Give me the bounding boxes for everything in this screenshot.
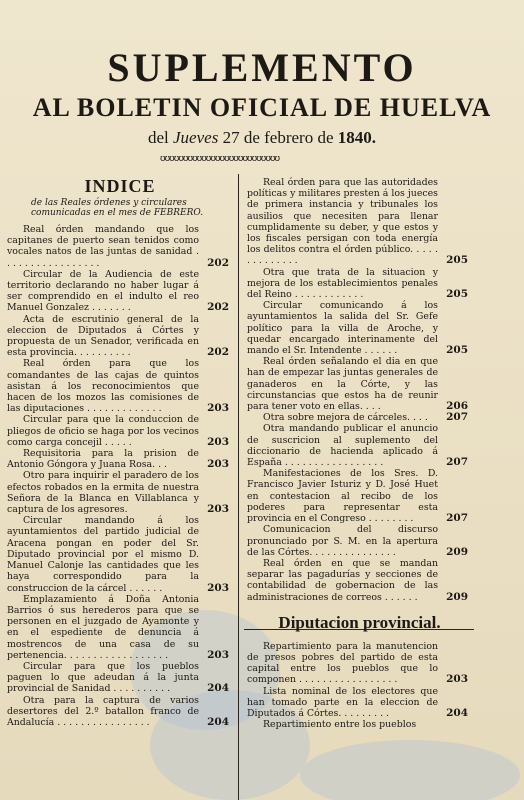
entry-text: Circular para que los pueblos paguen lo que adeudan á la junta provincial de Sanidad . . . . . . . . . .: [7, 660, 199, 695]
index-entry: [247, 423, 472, 468]
index-entry: [7, 269, 233, 314]
entry-page-number: 203: [207, 581, 229, 594]
entry-page-number: 203: [207, 435, 229, 448]
entry-page-number: 203: [207, 503, 229, 516]
entry-page-number: 204: [207, 715, 229, 728]
index-entry: [7, 224, 233, 269]
entry-text: Real órden mandando que los capitanes de puerto sean tenidos como vocales natos de las juntas de sanidad . . . . . . . . . . . . . . . . .: [7, 224, 199, 269]
entry-page-number: 202: [207, 301, 229, 314]
entry-page-number: 205: [446, 288, 468, 301]
index-entry: [247, 468, 472, 524]
entry-page-number: 206: [446, 400, 468, 413]
index-entry: [7, 695, 233, 729]
entry-page-number: 204: [207, 682, 229, 695]
index-entries-left: [7, 224, 233, 728]
entry-text: Otra sobre mejora de cárceles. . . .: [263, 412, 428, 424]
water-stain: [300, 740, 520, 800]
index-entry: [247, 641, 472, 686]
entry-text: Circular para que la conduccion de pliegos de oficio se haga por los vecinos como carga concejil . . . . .: [7, 414, 199, 448]
masthead-subtitle: AL BOLETIN OFICIAL DE HUELVA: [32, 93, 492, 122]
entry-text: Real órden para que los comandantes de las cajas de quintos asistan á los reconocimientos que hacen de los mozos las comisiones de las diputaciones . . . . . . . . . . . . .: [7, 358, 199, 415]
index-entry: [7, 470, 233, 515]
index-entry: [7, 515, 233, 593]
entry-text: Otra que trata de la situacion y mejora de los establecimientos penales del Reino . . . . . . . . . . . .: [247, 266, 438, 301]
index-entry: [247, 719, 472, 730]
entry-page-number: 202: [207, 346, 229, 359]
entry-text: Real órden señalando el dia en que han de empezar las juntas generales de ganaderos en la Córte, y las circunstancias que estos ha de reunir para tener voto en ellas. . . .: [247, 356, 438, 413]
entry-text: Lista nominal de los electores que han tomado parte en la eleccion de Diputados á Córtes. . . . . . . . .: [247, 685, 438, 719]
entry-page-number: 202: [207, 256, 229, 269]
entry-text: Acta de escrutinio general de la eleccion de Diputados á Córtes y propuesta de un Senador, verificada en esta provincia. . . . . . . . . .: [7, 313, 199, 359]
index-entry: [247, 412, 472, 423]
index-column-right: [247, 177, 472, 730]
ornament-rule: ʊʊʊʊʊʊʊʊʊʊʊʊʊʊʊʊʊʊʊʊʊʊʊʊʊʊ: [160, 154, 280, 164]
entry-page-number: 209: [446, 590, 468, 603]
entry-page-number: 205: [446, 344, 468, 357]
diputacion-heading: Diputacion provincial.: [278, 612, 441, 632]
entry-text: Real órden para que las autoridades políticas y militares presten á los jueces de primera instancia y tribunales los ausilios que necesiten para llenar cumplidamente su deber, y que estos y los fiscales persigan con toda energía los delitos contra el órden público. . . . . . . . . . . . . .: [247, 177, 438, 267]
index-entry: [247, 300, 472, 356]
entry-text: Repartimiento para la manutencion de presos pobres del partido de esta capital entre los pueblos que lo componen . . . . . . . . . . . . . . . . .: [247, 640, 438, 686]
entry-page-number: 207: [446, 456, 468, 469]
entry-text: Comunicacion del discurso pronunciado por S. M. en la apertura de las Córtes. . . . . . . . . . . . . . .: [247, 524, 438, 558]
entry-text: Requisitoria para la prision de Antonio Góngora y Juana Rosa. . .: [7, 448, 199, 471]
entry-page-number: 203: [207, 458, 229, 471]
entry-page-number: 204: [446, 706, 468, 719]
entry-text: Repartimiento entre los pueblos: [263, 719, 417, 731]
index-entry: [7, 594, 233, 661]
entry-text: Otro para inquirir el paradero de los efectos robados en la ermita de nuestra Señora de la Blanca en Villablanca y captura de los agresores.: [7, 470, 199, 516]
index-heading: INDICE: [84, 176, 156, 196]
entry-text: Otra para la captura de varios desertores del 2.º batallon franco de Andalucía . . . . . . . . . . . . . . . .: [7, 694, 199, 728]
index-entry: [7, 448, 233, 470]
index-entries-right: [247, 177, 472, 603]
index-entry: [247, 356, 472, 412]
index-entry: [247, 267, 472, 301]
entry-page-number: 203: [207, 402, 229, 415]
index-entry: [247, 558, 472, 603]
entry-page-number: 203: [207, 648, 229, 661]
index-entry: [247, 524, 472, 558]
entry-text: Circular mandando á los ayuntamientos del partido judicial de Aracena pongan en poder del Sr. Diputado provincial por el mismo D. Manuel Calonje las cantidades que les haya correspondido para la construccion de la cárcel . . . . . .: [7, 515, 199, 594]
index-subheading: de las Reales órdenes y circulares comunicadas en el mes de FEBRERO.: [31, 198, 204, 218]
column-divider: [238, 174, 239, 800]
index-entry: [7, 314, 233, 359]
entry-text: Manifestaciones de los Sres. D. Francisco Javier Isturiz y D. José Huet en contestacion al recibo de los poderes para representar esta provincia en el Congreso . . . . . . . .: [247, 468, 438, 525]
index-entry: [7, 414, 233, 448]
entry-page-number: 209: [446, 545, 468, 558]
index-entry: [247, 177, 472, 267]
index-entry: [247, 686, 472, 720]
diputacion-entries: [247, 641, 472, 731]
index-column-left: [7, 176, 233, 728]
index-entry: [7, 358, 233, 414]
entry-page-number: 207: [446, 512, 468, 525]
entry-text: Emplazamiento á Doña Antonia Barrios ó sus herederos para que se personen en el juzgado de Ayamonte y en el espediente de denuncia á mostrencos de una casa de su pertenencia. . . . . . . . . . . . . . . . . .: [7, 593, 199, 661]
entry-text: Circular de la Audiencia de este territorio declarando no haber lugar á ser comprendido en el indulto el reo Manuel Gonzalez . . . . . . .: [7, 268, 199, 314]
index-entry: [7, 661, 233, 695]
entry-text: Real órden en que se mandan separar las pagadurías y secciones de contabilidad de gobernacion de las administraciones de correos . . . . . .: [247, 557, 438, 603]
entry-text: Circular comunicando á los ayuntamientos la salida del Sr. Gefe político para la villa de Aroche, y quedar encargado interinamente del mando el Sr. Intendente . . . . . .: [247, 300, 438, 357]
entry-page-number: 203: [446, 673, 468, 686]
masthead-date: del Jueves 27 de febrero de 1840.: [147, 128, 376, 147]
entry-text: Otra mandando publicar el anuncio de suscricion al suplemento del diccionario de hacienda aplicado á España . . . . . . . . . . . . . . . . .: [247, 423, 438, 469]
masthead-title: SUPLEMENTO: [107, 45, 417, 90]
entry-page-number: 207: [446, 411, 468, 424]
entry-page-number: 205: [446, 254, 468, 267]
